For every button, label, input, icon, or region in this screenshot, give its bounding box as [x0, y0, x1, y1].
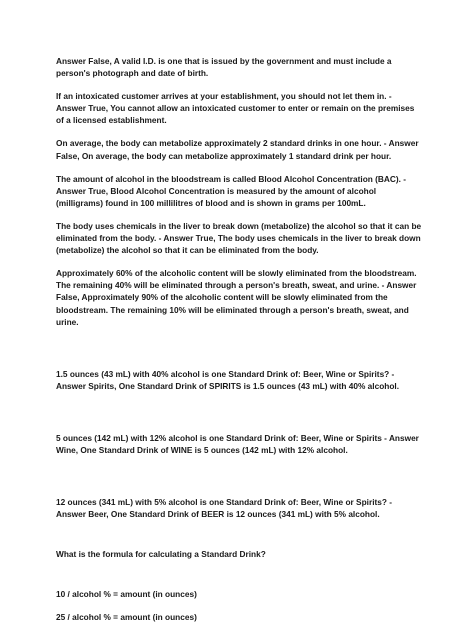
paragraph-formula-25: 25 / alcohol % = amount (in ounces)	[56, 612, 197, 623]
paragraph-elimination: Approximately 60% of the alcoholic content will be slowly eliminated from the bloodstream. The remaining 40% will be eliminated through a person's breath, sweat, and urine. - Answer False, Approximately 90% of the alcoholic content will be slowly eliminated from the bloodstream. The remaining 10% will be eliminated through a person's breath, sweat, and urine.	[56, 268, 417, 327]
paragraph-liver-metabolism: The body uses chemicals in the liver to break down (metabolize) the alcohol so that it can be eliminated from the body. - Answer True, The body uses chemicals in the liver to break down (metabolize) the alcohol so that it can be eliminated from the body.	[56, 220, 422, 256]
paragraph-metabolize-rate: On average, the body can metabolize approximately 2 standard drinks in one hour. - Answer False, On average, the body can metabolize approximately 1 standard drink per hour.	[56, 138, 419, 161]
document-body	[56, 55, 422, 624]
paragraph-formula-10: 10 / alcohol % = amount (in ounces)	[56, 589, 197, 600]
paragraph-intoxicated-customer: If an intoxicated customer arrives at your establishment, you should not let them in. - Answer True, You cannot allow an intoxicated customer to enter or remain on the premises of a licensed establishment.	[56, 91, 415, 126]
paragraph-spirits: 1.5 ounces (43 mL) with 40% alcohol is one Standard Drink of: Beer, Wine or Spirits? - Answer Spirits, One Standard Drink of SPIRITS is 1.5 ounces (43 mL) with 40% alcohol.	[56, 368, 400, 391]
paragraph-valid-id: Answer False, A valid I.D. is one that is issued by the government and must include a person's photograph and date of birth.	[56, 56, 392, 79]
paragraph-wine: 5 ounces (142 mL) with 12% alcohol is one Standard Drink of: Beer, Wine or Spirits - Answer Wine, One Standard Drink of WINE is 5 ounces (142 mL) with 12% alcohol.	[56, 432, 419, 455]
paragraph-formula-question: What is the formula for calculating a Standard Drink?	[56, 549, 266, 560]
paragraph-bac: The amount of alcohol in the bloodstream is called Blood Alcohol Concentration (BAC). - Answer True, Blood Alcohol Concentration is measured by the amount of alcohol (milligrams) found in 100 millilitres of blood and is shown in grams per 100mL.	[56, 173, 407, 208]
paragraph-beer: 12 ounces (341 mL) with 5% alcohol is one Standard Drink of: Beer, Wine or Spirits? - Answer Beer, One Standard Drink of BEER is 12 ounces (341 mL) with 5% alcohol.	[56, 497, 393, 520]
